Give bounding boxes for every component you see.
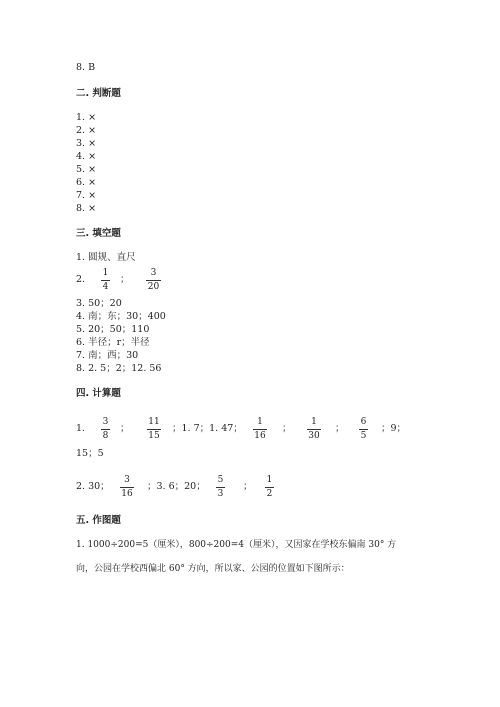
separator: ；3. 6；20； [147,481,206,492]
list-item: 5. 20；50；110 [76,324,150,335]
section-title-calculation: 四. 计算题 [76,388,121,399]
drawing-answer-line-1: 1. 1000÷200=5（厘米），800÷200=4（厘米），又因家在学校东偏南 30° 方 [76,540,397,550]
separator: ； [243,481,253,492]
section-title-drawing: 五. 作图题 [76,515,121,526]
fill-answer-2-label: 2. [76,274,86,285]
separator: ；9； [381,423,407,434]
fraction: 1 16 [254,417,266,441]
separator: ； [120,274,130,285]
fill-answer-1: 1. 圆规、直尺 [76,252,136,263]
calc-row-1-label: 1. [76,423,86,434]
list-item: 3. 50；20 [76,298,122,309]
list-item: 6. × [76,177,97,188]
list-item: 5. × [76,164,97,175]
list-item: 6. 半径；r；半径 [76,337,150,348]
section-title-fill-in: 三. 填空题 [76,228,121,239]
list-item: 1. × [76,112,97,123]
fraction: 3 8 [102,417,109,441]
separator: ； [120,423,130,434]
fraction: 6 5 [360,417,367,441]
list-item: 2. × [76,125,97,136]
fraction: 1 2 [266,475,273,499]
separator: ； [335,423,345,434]
fraction: 11 15 [148,417,160,441]
section-title-judgment: 二. 判断题 [76,88,121,99]
separator: ；1. 7；1. 47； [172,423,243,434]
list-item: 4. × [76,151,97,162]
list-item: 7. × [76,190,97,201]
list-item: 4. 南；东；30；400 [76,311,166,322]
fraction: 5 3 [217,475,224,499]
calc-row-1-continued: 15；5 [76,448,104,459]
list-item: 3. × [76,138,97,149]
fraction: 1 4 [102,268,109,292]
calc-row-2-label: 2. 30； [76,481,110,492]
answer-8-b: 8. B [76,62,96,73]
fraction: 1 30 [308,417,320,441]
fraction: 3 16 [121,475,133,499]
list-item: 8. 2. 5；2；12. 56 [76,363,162,374]
drawing-answer-line-2: 向，公园在学校西偏北 60° 方向，所以家、公园的位置如下图所示： [76,564,350,574]
list-item: 8. × [76,203,97,214]
separator: ； [282,423,292,434]
fraction: 3 20 [147,268,160,292]
list-item: 7. 南；西；30 [76,350,139,361]
